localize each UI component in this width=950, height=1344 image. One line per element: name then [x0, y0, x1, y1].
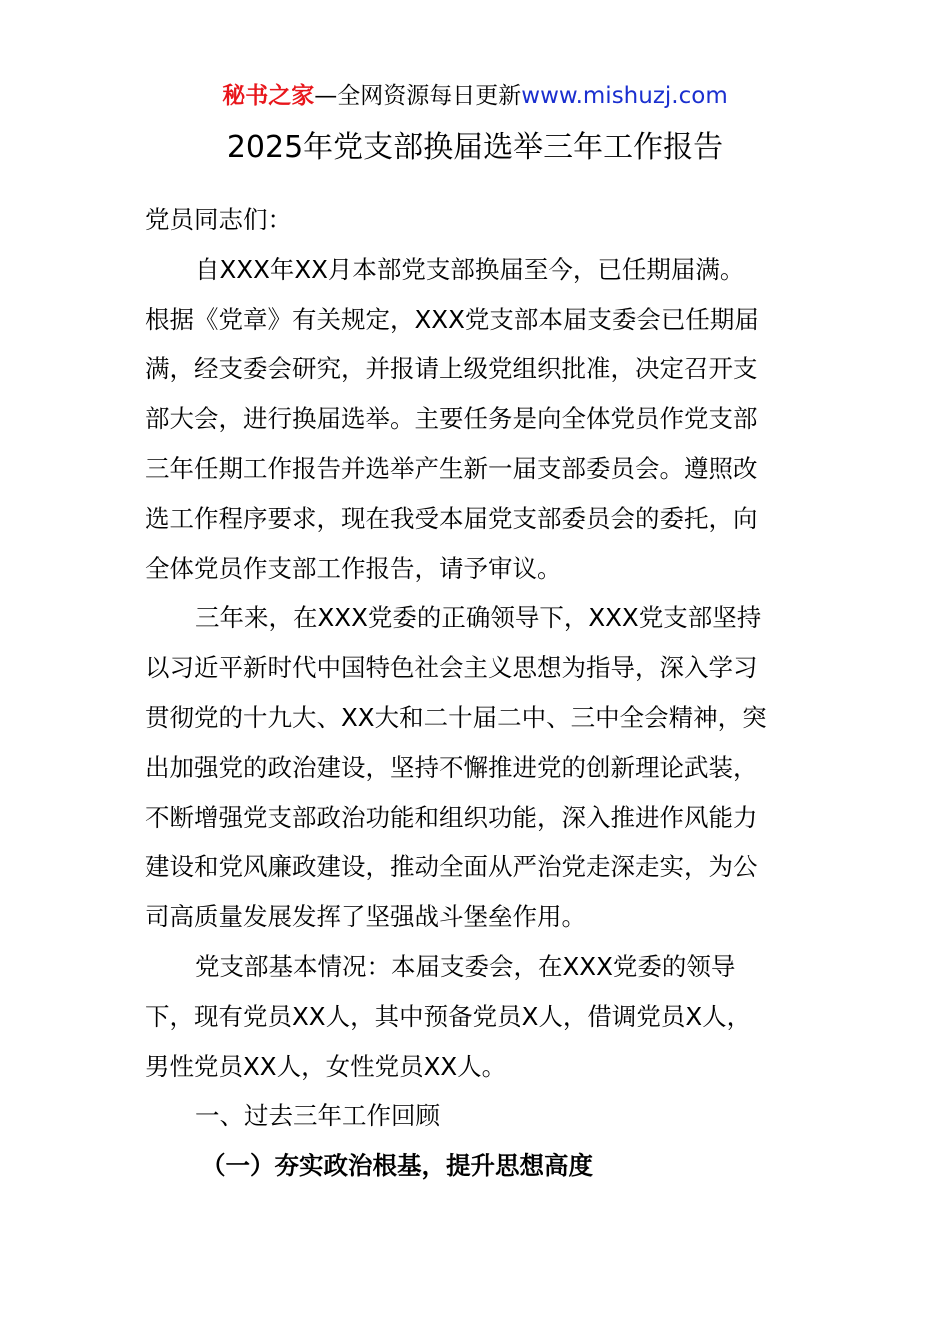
document-body — [145, 195, 810, 1191]
paragraph-line: 部大会，进行换届选举。主要任务是向全体党员作党支部 — [145, 404, 758, 434]
salutation: 党员同志们： — [145, 205, 292, 234]
subsection-heading: （一）夯实政治根基，提升思想高度 — [201, 1151, 593, 1181]
paragraph-line: 以习近平新时代中国特色社会主义思想为指导，深入学习 — [145, 653, 758, 683]
paragraph-line: 贯彻党的十九大、XX大和二十届二中、三中全会精神，突 — [145, 702, 767, 732]
site-header — [0, 78, 950, 114]
paragraph-line: 建设和党风廉政建设，推动全面从严治党走深走实，为公 — [145, 852, 758, 882]
site-url-link[interactable]: www.mishuzj.com — [521, 83, 728, 109]
paragraph-line: 男性党员XX人，女性党员XX人。 — [145, 1051, 507, 1081]
paragraph-line: 三年来，在XXX党委的正确领导下，XXX党支部坚持 — [195, 603, 762, 633]
site-name: 秘书之家 — [222, 83, 315, 109]
paragraph-line: 不断增强党支部政治功能和组织功能，深入推进作风能力 — [145, 802, 758, 832]
paragraph-line: 司高质量发展发挥了坚强战斗堡垒作用。 — [145, 902, 586, 932]
site-tagline: —全网资源每日更新 — [314, 83, 522, 109]
paragraph-line: 满，经支委会研究，并报请上级党组织批准，决定召开支 — [145, 354, 758, 384]
document-title: 2025年党支部换届选举三年工作报告 — [226, 130, 724, 165]
paragraph-line: 党支部基本情况：本届支委会，在XXX党委的领导 — [195, 951, 736, 981]
paragraph-line: 出加强党的政治建设，坚持不懈推进党的创新理论武装， — [145, 752, 758, 782]
paragraph-line: 三年任期工作报告并选举产生新一届支部委员会。遵照改 — [145, 453, 758, 483]
paragraph-line: 下，现有党员XX人，其中预备党员X人，借调党员X人， — [145, 1001, 752, 1031]
paragraph-line: 根据《党章》有关规定，XXX党支部本届支委会已任期届 — [145, 304, 759, 334]
paragraph-line: 自XXX年XX月本部党支部换届至今，已任期届满。 — [195, 254, 745, 284]
section-heading: 一、过去三年工作回顾 — [195, 1101, 440, 1131]
paragraph-line: 全体党员作支部工作报告，请予审议。 — [145, 553, 562, 583]
paragraph-line: 选工作程序要求，现在我受本届党支部委员会的委托，向 — [145, 503, 758, 533]
